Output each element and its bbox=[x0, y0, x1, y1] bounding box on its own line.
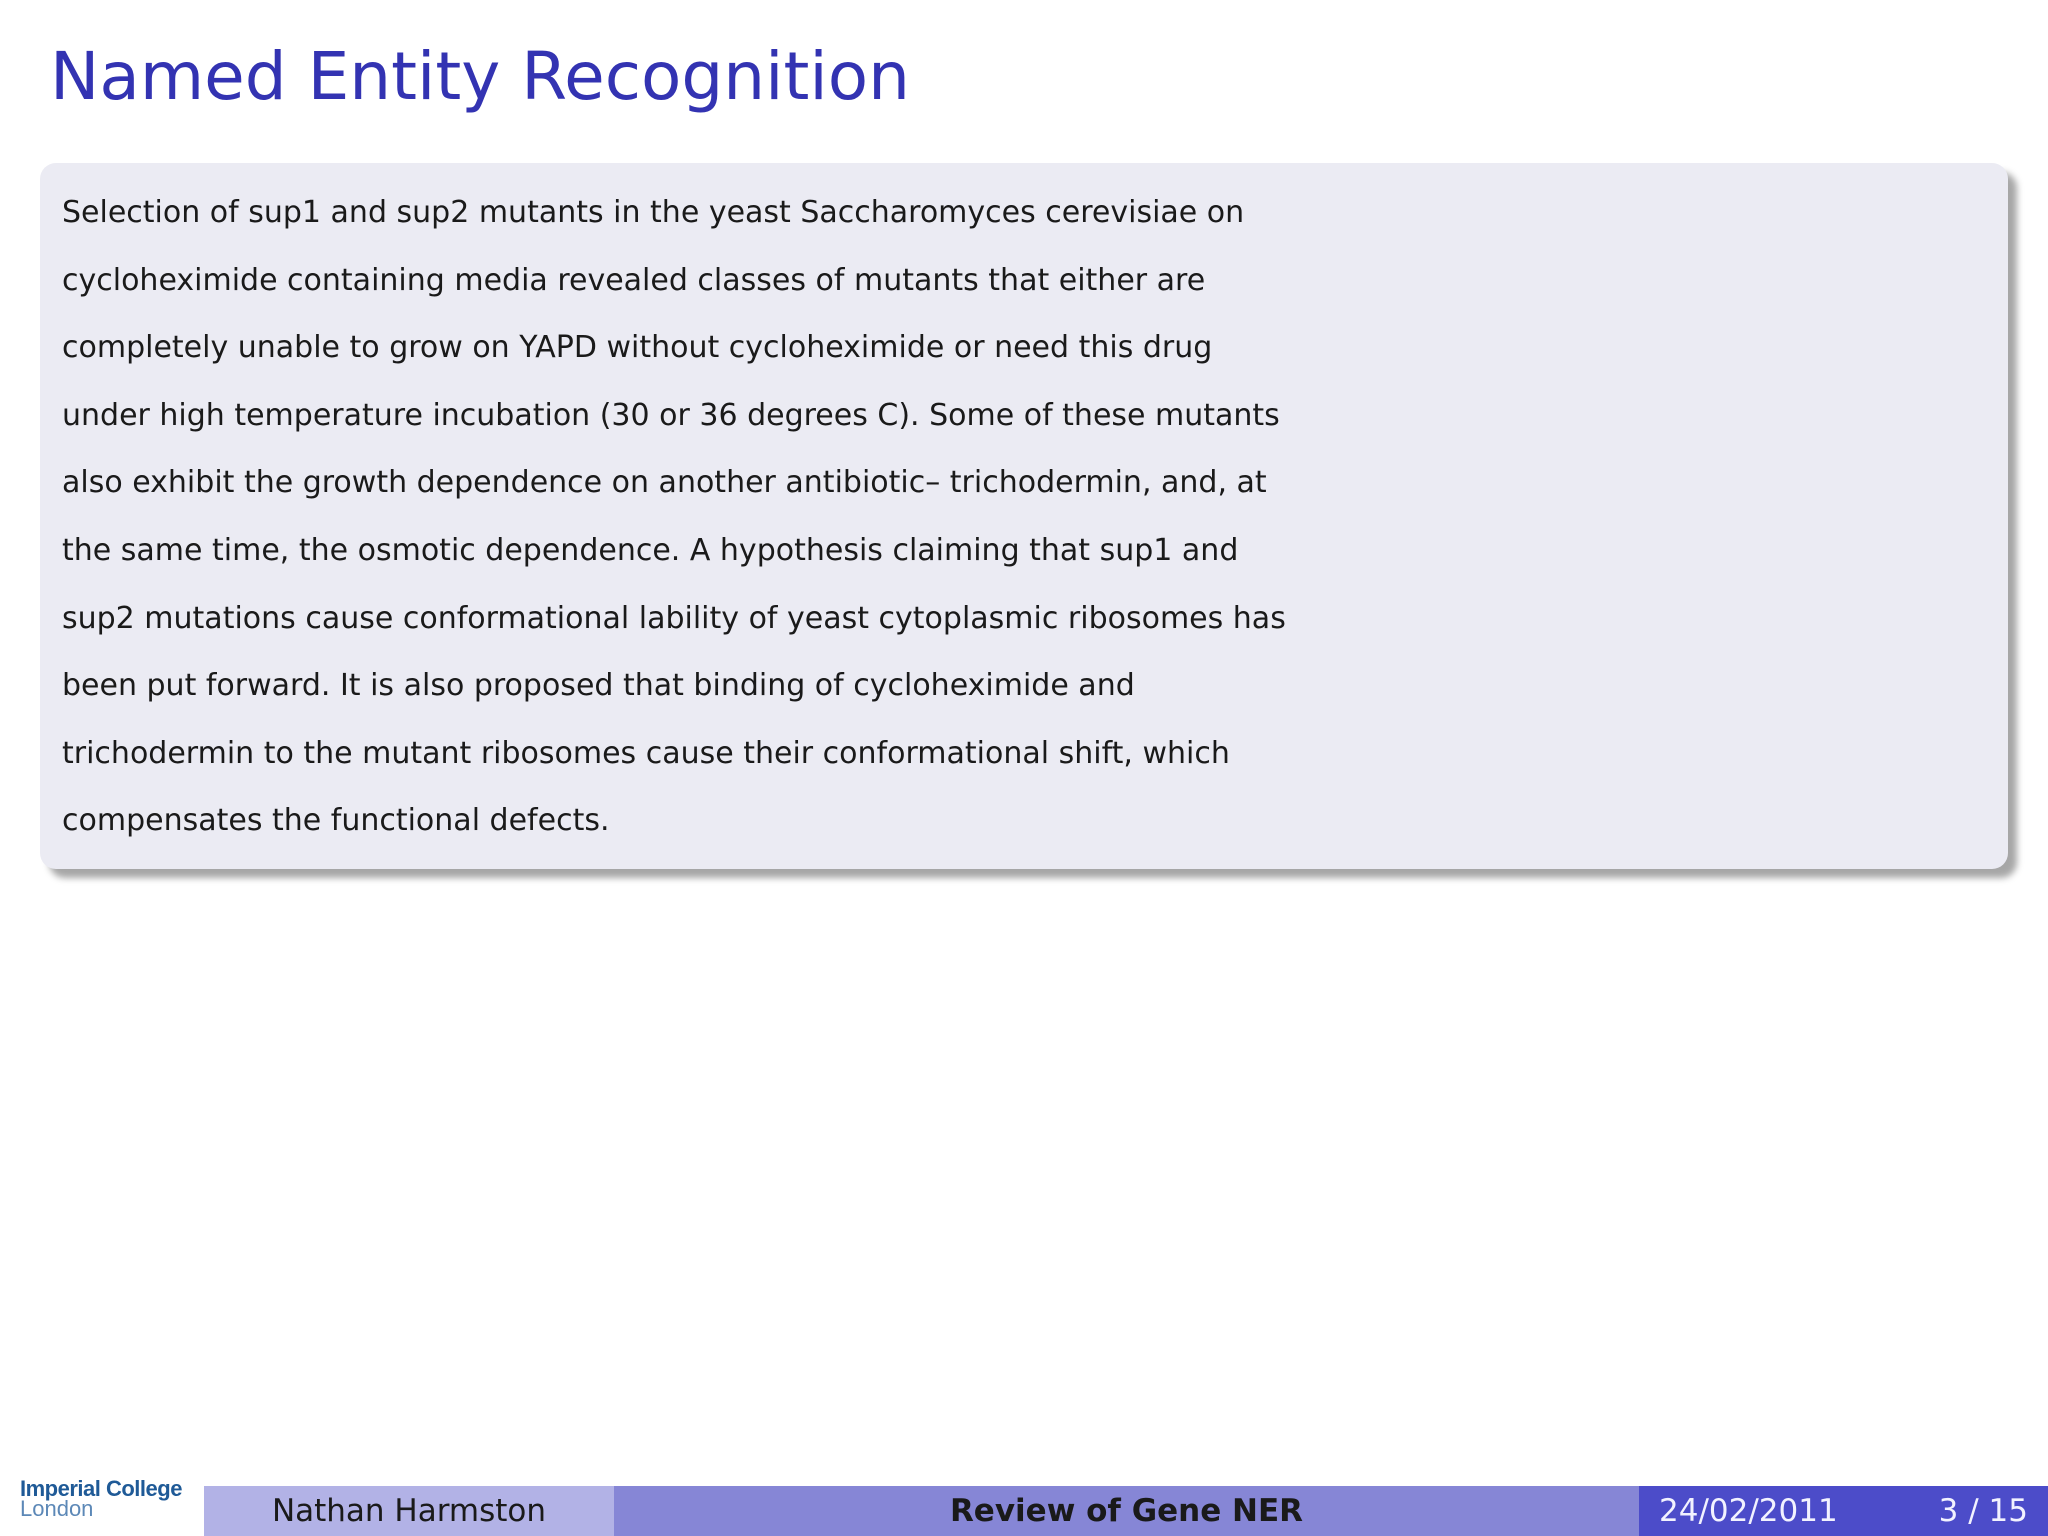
block-body bbox=[62, 179, 2022, 855]
block-line: under high temperature incubation (30 or 36 degrees C). Some of these mutants bbox=[62, 397, 1280, 433]
block-line: trichodermin to the mutant ribosomes cause their conformational shift, which bbox=[62, 735, 1230, 771]
footer-date-page bbox=[1639, 1486, 2048, 1536]
block-line: compensates the functional defects. bbox=[62, 803, 610, 839]
block-line: been put forward. It is also proposed that binding of cycloheximide and bbox=[62, 668, 1135, 704]
block-line: sup2 mutations cause conformational lability of yeast cytoplasmic ribosomes has bbox=[62, 600, 1286, 636]
logo-line-1: Imperial College bbox=[20, 1476, 182, 1501]
footer-date: 24/02/2011 bbox=[1659, 1493, 1838, 1529]
page-number: 3 / 15 bbox=[1938, 1493, 2028, 1529]
block-line: completely unable to grow on YAPD without cycloheximide or need this drug bbox=[62, 330, 1213, 366]
block-line: cycloheximide containing media revealed classes of mutants that either are bbox=[62, 262, 1206, 298]
block-line: the same time, the osmotic dependence. A hypothesis claiming that sup1 and bbox=[62, 532, 1239, 568]
footer-author: Nathan Harmston bbox=[204, 1486, 614, 1536]
slide-title: Named Entity Recognition bbox=[50, 38, 910, 115]
footer-title: Review of Gene NER bbox=[614, 1486, 1639, 1536]
block-line: Selection of sup1 and sup2 mutants in the yeast Saccharomyces cerevisiae on bbox=[62, 195, 1245, 230]
block-line: also exhibit the growth dependence on another antibiotic– trichodermin, and, at bbox=[62, 465, 1267, 501]
imperial-college-logo bbox=[20, 1478, 200, 1520]
logo-line-2: London bbox=[20, 1496, 94, 1521]
